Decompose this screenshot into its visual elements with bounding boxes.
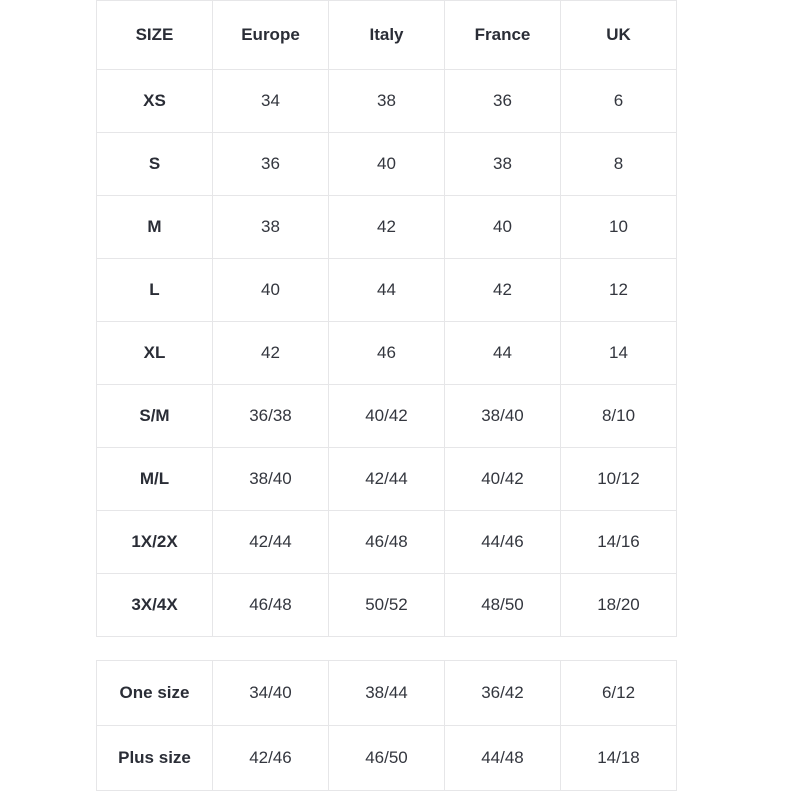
cell-uk: 12 [561,259,677,322]
cell-france: 44/46 [445,511,561,574]
row-label: XL [97,322,213,385]
table-row [97,511,677,574]
cell-uk: 6 [561,70,677,133]
size-chart-secondary [96,660,676,791]
table-row [97,726,677,791]
cell-europe: 34/40 [213,661,329,726]
cell-france: 36 [445,70,561,133]
cell-uk: 8/10 [561,385,677,448]
table-row [97,661,677,726]
table-row [97,196,677,259]
cell-france: 40/42 [445,448,561,511]
cell-uk: 6/12 [561,661,677,726]
table-row [97,322,677,385]
column-header-uk: UK [561,1,677,70]
table-row [97,448,677,511]
table-row [97,574,677,637]
cell-europe: 42/46 [213,726,329,791]
table-header [97,1,677,70]
cell-italy: 46/48 [329,511,445,574]
cell-italy: 42/44 [329,448,445,511]
table-body [97,70,677,637]
cell-uk: 18/20 [561,574,677,637]
cell-europe: 42/44 [213,511,329,574]
table-row [97,259,677,322]
column-header-europe: Europe [213,1,329,70]
cell-europe: 42 [213,322,329,385]
cell-france: 42 [445,259,561,322]
cell-italy: 40/42 [329,385,445,448]
cell-europe: 38 [213,196,329,259]
row-label: Plus size [97,726,213,791]
cell-uk: 14/16 [561,511,677,574]
cell-europe: 36/38 [213,385,329,448]
table-row [97,133,677,196]
cell-italy: 46 [329,322,445,385]
row-label: 3X/4X [97,574,213,637]
column-header-italy: Italy [329,1,445,70]
cell-italy: 50/52 [329,574,445,637]
cell-france: 38/40 [445,385,561,448]
cell-france: 44/48 [445,726,561,791]
table-header-row [97,1,677,70]
size-chart-primary [96,0,676,637]
cell-uk: 14/18 [561,726,677,791]
cell-france: 44 [445,322,561,385]
column-header-size: SIZE [97,1,213,70]
cell-france: 40 [445,196,561,259]
cell-italy: 42 [329,196,445,259]
table-row [97,385,677,448]
row-label: M [97,196,213,259]
row-label: S [97,133,213,196]
cell-france: 48/50 [445,574,561,637]
cell-italy: 44 [329,259,445,322]
row-label: 1X/2X [97,511,213,574]
table-body [97,661,677,791]
cell-europe: 36 [213,133,329,196]
cell-uk: 8 [561,133,677,196]
cell-uk: 14 [561,322,677,385]
one-size-table [96,660,677,791]
cell-france: 38 [445,133,561,196]
row-label: XS [97,70,213,133]
cell-uk: 10/12 [561,448,677,511]
row-label: One size [97,661,213,726]
cell-europe: 34 [213,70,329,133]
cell-italy: 38/44 [329,661,445,726]
cell-italy: 46/50 [329,726,445,791]
cell-uk: 10 [561,196,677,259]
cell-europe: 38/40 [213,448,329,511]
cell-italy: 40 [329,133,445,196]
row-label: M/L [97,448,213,511]
cell-france: 36/42 [445,661,561,726]
cell-italy: 38 [329,70,445,133]
size-conversion-table [96,0,677,637]
row-label: S/M [97,385,213,448]
cell-europe: 46/48 [213,574,329,637]
table-row [97,70,677,133]
cell-europe: 40 [213,259,329,322]
row-label: L [97,259,213,322]
column-header-france: France [445,1,561,70]
